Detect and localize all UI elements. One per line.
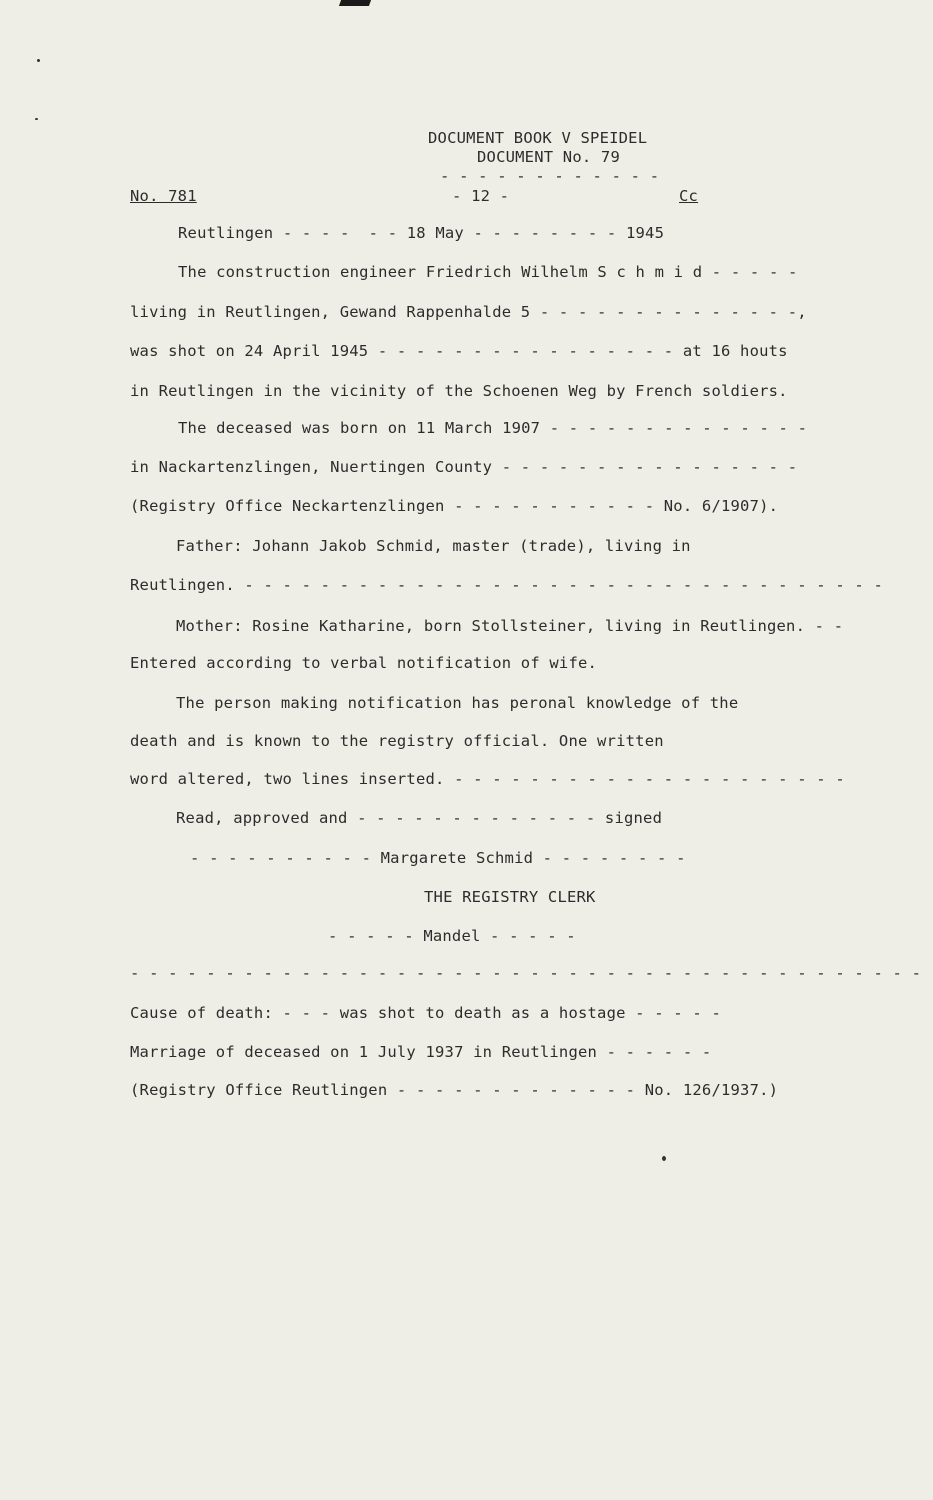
body-line: The person making notification has peronal knowledge of the (176, 694, 739, 712)
registry-clerk-heading: THE REGISTRY CLERK (424, 888, 596, 906)
body-line: Marriage of deceased on 1 July 1937 in Reutlingen - - - - - - (130, 1043, 712, 1061)
body-line: Reutlingen - - - - - - 18 May - - - - - - - - 1945 (178, 224, 665, 242)
speck-mark (37, 59, 40, 62)
speck-mark (662, 1156, 666, 1161)
body-line: Cause of death: - - - was shot to death as a hostage - - - - - (130, 1004, 721, 1022)
body-line: Read, approved and - - - - - - - - - - - - - signed (176, 809, 663, 827)
body-line: death and is known to the registry official. One written (130, 732, 664, 750)
body-line: The construction engineer Friedrich Wilhelm S c h m i d - - - - - (178, 263, 798, 281)
body-line: The deceased was born on 11 March 1907 - - - - - - - - - - - - - - (178, 419, 808, 437)
clerk-signature-line: - - - - - Mandel - - - - - (328, 927, 576, 945)
body-line: in Nackartenzlingen, Nuertingen County - - - - - - - - - - - - - - - - (130, 458, 798, 476)
body-line: living in Reutlingen, Gewand Rappenhalde 5 - - - - - - - - - - - - - -, (130, 303, 807, 321)
signature-line: - - - - - - - - - - Margarete Schmid - - - - - - - - (190, 849, 686, 867)
body-line: in Reutlingen in the vicinity of the Schoenen Weg by French soldiers. (130, 382, 788, 400)
body-line: (Registry Office Reutlingen - - - - - - - - - - - - - No. 126/1937.) (130, 1081, 779, 1099)
header-rule: - - - - - - - - - - - - (440, 167, 660, 185)
reference-code: Cc (679, 187, 699, 205)
body-line: Father: Johann Jakob Schmid, master (trade), living in (176, 537, 691, 555)
entry-number: No. 781 (130, 187, 197, 205)
staple-mark (339, 0, 371, 6)
document-number: DOCUMENT No. 79 (477, 148, 620, 166)
document-book-title: DOCUMENT BOOK V SPEIDEL (428, 129, 648, 147)
body-line: Mother: Rosine Katharine, born Stollsteiner, living in Reutlingen. - - (176, 617, 844, 635)
body-line: Entered according to verbal notification of wife. (130, 654, 598, 672)
separator-rule: - - - - - - - - - - - - - - - - - - - - - - - - - - - - - - - - - - - - - - - - - - (130, 964, 922, 982)
page-number: - 12 - (452, 187, 510, 205)
speck-mark (35, 118, 38, 120)
body-line: (Registry Office Neckartenzlingen - - - - - - - - - - - No. 6/1907). (130, 497, 779, 515)
body-line: was shot on 24 April 1945 - - - - - - - - - - - - - - - - at 16 houts (130, 342, 788, 360)
body-line: word altered, two lines inserted. - - - - - - - - - - - - - - - - - - - - - (130, 770, 845, 788)
body-line: Reutlingen. - - - - - - - - - - - - - - - - - - - - - - - - - - - - - - - - - - (130, 576, 884, 594)
